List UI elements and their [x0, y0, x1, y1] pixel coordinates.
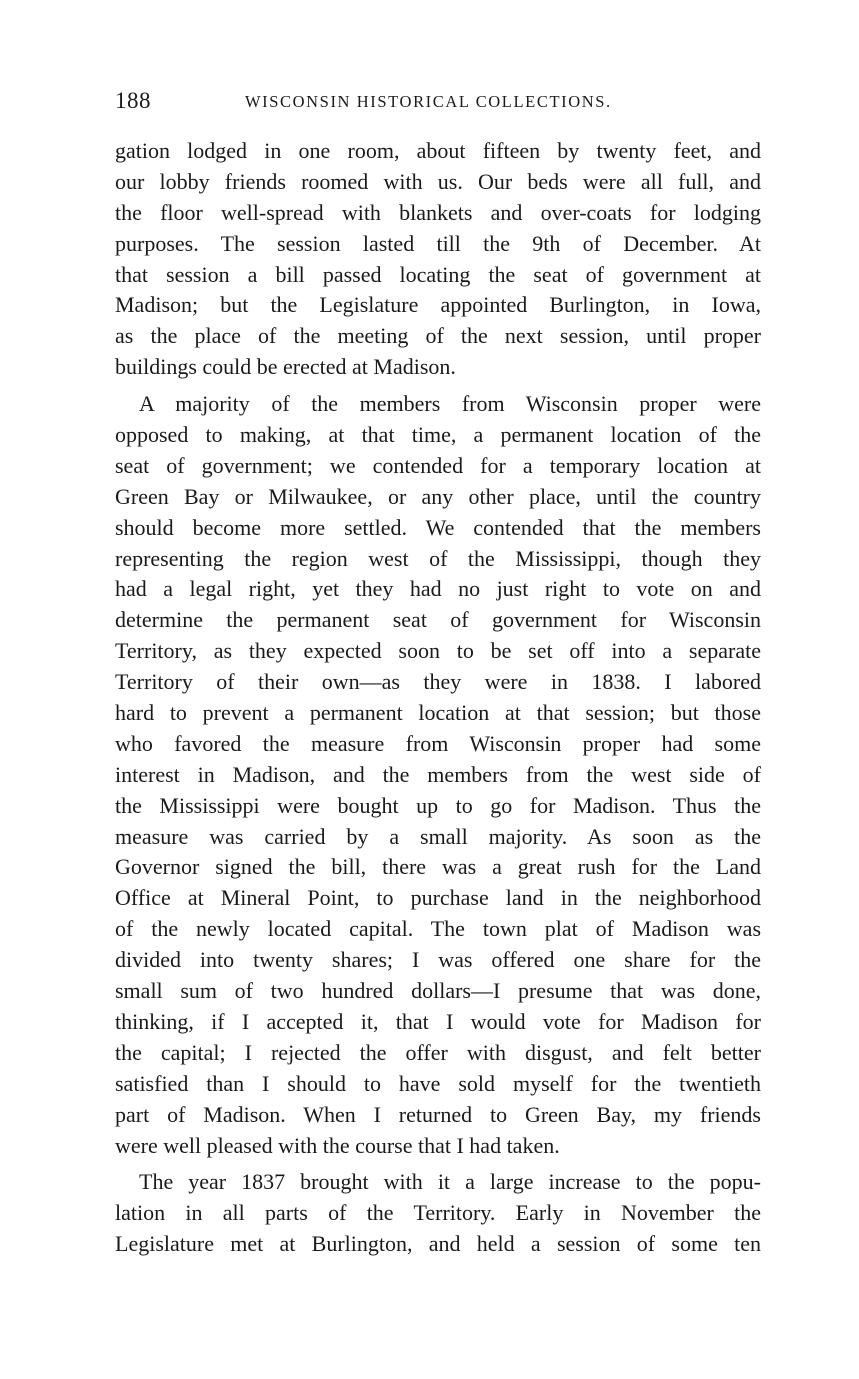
text-line: as the place of the meeting of the next session, until proper	[115, 323, 761, 349]
text-line: the Mississippi were bought up to go for Madison. Thus the	[115, 792, 761, 818]
text-line: of the newly located capital. The town plat of Madison was	[115, 916, 761, 942]
text-line: should become more settled. We contended that the members	[115, 514, 761, 540]
running-head-title: WISCONSIN HISTORICAL COLLECTIONS.	[245, 92, 612, 111]
text-line: satisfied than I should to have sold myself for the twentieth	[115, 1070, 761, 1096]
text-line: Madison; but the Legislature appointed Burlington, in Iowa,	[115, 292, 761, 318]
paragraph-3	[115, 1167, 761, 1260]
text-line: the floor well-spread with blankets and over-coats for lodging	[115, 199, 761, 225]
text-line: lation in all parts of the Territory. Early in November the	[115, 1200, 761, 1226]
text-line: The year 1837 brought with it a large increase to the popu-	[139, 1169, 761, 1195]
text-line: gation lodged in one room, about fifteen by twenty feet, and	[115, 138, 761, 163]
text-line: interest in Madison, and the members from the west side of	[115, 761, 761, 787]
text-line: divided into twenty shares; I was offered one share for the	[115, 947, 761, 973]
paragraph-2	[115, 389, 761, 1161]
text-line: determine the permanent seat of government for Wisconsin	[115, 607, 761, 633]
page-number: 188	[115, 88, 151, 113]
body-text	[115, 136, 761, 1260]
text-line: Territory, as they expected soon to be set off into a separate	[115, 638, 761, 664]
text-line: purposes. The session lasted till the 9th of December. At	[115, 230, 761, 256]
text-line: part of Madison. When I returned to Green Bay, my friends	[115, 1101, 761, 1127]
text-line: our lobby friends roomed with us. Our beds were all full, and	[115, 168, 761, 194]
text-line: were well pleased with the course that I had taken.	[115, 1132, 560, 1158]
text-line: Governor signed the bill, there was a great rush for the Land	[115, 854, 761, 880]
text-line: who favored the measure from Wisconsin proper had some	[115, 730, 761, 756]
text-line: Legislature met at Burlington, and held a session of some ten	[115, 1231, 761, 1257]
text-line: small sum of two hundred dollars—I presume that was done,	[115, 978, 761, 1004]
text-line: buildings could be erected at Madison.	[115, 354, 456, 380]
text-line: the capital; I rejected the offer with disgust, and felt better	[115, 1039, 761, 1065]
text-line: seat of government; we contended for a temporary location at	[115, 452, 761, 478]
text-line: hard to prevent a permanent location at that session; but those	[115, 700, 761, 726]
text-line: Green Bay or Milwaukee, or any other place, until the country	[115, 483, 761, 509]
text-line: had a legal right, yet they had no just right to vote on and	[115, 576, 761, 602]
text-line: A majority of the members from Wisconsin proper were	[139, 391, 761, 417]
paragraph-1	[115, 136, 761, 383]
text-line: that session a bill passed locating the seat of government at	[115, 261, 761, 287]
running-head	[115, 88, 761, 116]
text-line: Territory of their own—as they were in 1838. I labored	[115, 669, 761, 695]
text-line: Office at Mineral Point, to purchase land in the neighborhood	[115, 885, 761, 911]
text-line: thinking, if I accepted it, that I would vote for Madison for	[115, 1008, 761, 1034]
text-line: opposed to making, at that time, a permanent location of the	[115, 422, 761, 448]
text-line: measure was carried by a small majority. As soon as the	[115, 823, 761, 849]
text-line: representing the region west of the Mississippi, though they	[115, 545, 761, 571]
